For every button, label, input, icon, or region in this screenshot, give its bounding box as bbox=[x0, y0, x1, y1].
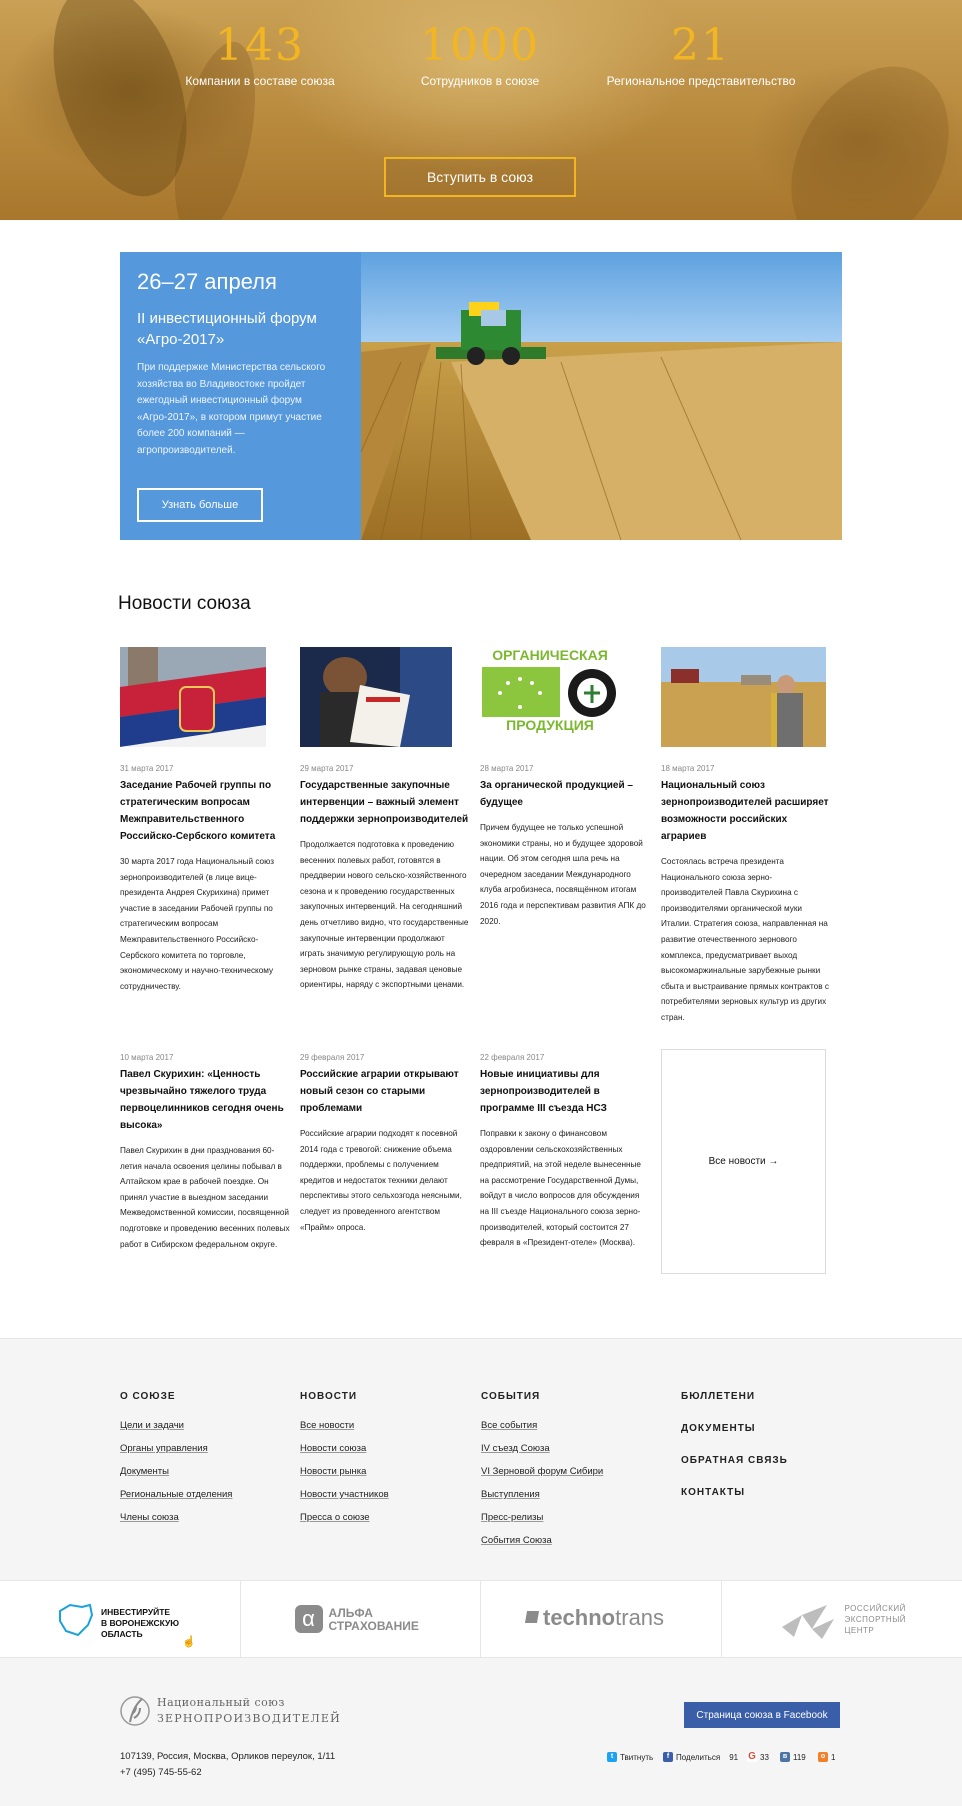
footer-link-bulletins[interactable]: БЮЛЛЕТЕНИ bbox=[681, 1391, 756, 1402]
organic-label: ПРОДУКЦИЯ bbox=[506, 717, 594, 733]
org-name-line1: Национальный союз bbox=[157, 1696, 285, 1709]
stat-companies bbox=[160, 22, 360, 88]
news-title[interactable]: Новые инициативы для зернопроизводителей в программе III съезда НСЗ bbox=[480, 1069, 607, 1114]
footer-link[interactable]: Региональные отделения bbox=[120, 1489, 233, 1500]
partner-rec[interactable] bbox=[722, 1581, 962, 1659]
serbia-flag-image bbox=[120, 647, 266, 747]
news-card[interactable] bbox=[120, 1049, 290, 1252]
phone: +7 (495) 745-55-62 bbox=[120, 1767, 202, 1778]
footer-link[interactable]: События Союза bbox=[481, 1535, 552, 1546]
harvester-illustration bbox=[361, 252, 842, 540]
news-card[interactable] bbox=[300, 647, 470, 993]
vk-share-button[interactable] bbox=[780, 1752, 806, 1762]
news-excerpt: Причем будущее не только успешной экономики страны, но и будущее здоровой нации. Об этом сегодня шла речь на очередном заседании Международного клуба агробизнеса, посвящённом итогам 2016 года и перспективам развития АПК до 2020. bbox=[480, 823, 646, 926]
footer-heading: НОВОСТИ bbox=[300, 1391, 358, 1402]
partner-text: ИНВЕСТИРУЙТЕ bbox=[101, 1607, 171, 1617]
footer-heading: СОБЫТИЯ bbox=[481, 1391, 541, 1402]
all-news-link[interactable]: Все новости → bbox=[661, 1049, 826, 1274]
footer-link[interactable]: Пресс-релизы bbox=[481, 1512, 544, 1523]
footer-link[interactable]: Выступления bbox=[481, 1489, 540, 1500]
news-title[interactable]: Государственные закупочные интервенции – важный элемент поддержки зернопроизводителей bbox=[300, 780, 469, 825]
news-date: 31 марта 2017 bbox=[120, 764, 174, 773]
event-description: При поддержке Министерства сельского хозяйства во Владивостоке пройдет ежегодный инвестиционный форум «Агро-2017», в котором примут участие более 200 компаний — агропроизводителей. bbox=[137, 362, 326, 456]
contact-info bbox=[120, 1749, 335, 1781]
news-excerpt: 30 марта 2017 года Национальный союз зернопроизводителей (в лице вице-президента Андрея Скурихина) примет участие в заседании Рабочей группы по стратегическим вопросам Межправительственного Российско-Сербского комитета по торговле, экономическому и научно-техническому сотрудничеству. bbox=[120, 857, 274, 991]
news-title[interactable]: Заседание Рабочей группы по стратегическим вопросам Межправительственного Российско-Сербского комитета bbox=[120, 780, 276, 842]
partner-text: СТРАХОВАНИЕ bbox=[328, 1619, 419, 1633]
partner-text: techno bbox=[543, 1605, 616, 1630]
share-count: 1 bbox=[831, 1752, 836, 1762]
news-date: 29 марта 2017 bbox=[300, 764, 354, 773]
partner-text: ЭКСПОРТНЫЙ bbox=[844, 1615, 907, 1624]
partner-voronezh[interactable] bbox=[0, 1581, 241, 1659]
footer-column-extra bbox=[681, 1391, 788, 1519]
news-excerpt: Поправки к закону о финансовом оздоровлении сельскохозяйственных предприятий, на этой неделе вынесенные на рассмотрение Государственной Думы, войдут в число вопросов для обсуждения на III съезде Национального союза зерно-производителей, который состоится 27 февраля в «Президент-отеле» (Москва). bbox=[480, 1129, 641, 1248]
footer-column-events bbox=[481, 1391, 603, 1558]
footer-link[interactable]: Новости рынка bbox=[300, 1466, 367, 1477]
site-footer bbox=[0, 1658, 962, 1806]
org-name-line2: ЗЕРНОПРОИЗВОДИТЕЛЕЙ bbox=[157, 1712, 341, 1725]
voronezh-map-icon bbox=[56, 1601, 96, 1637]
footer-column-news bbox=[300, 1391, 389, 1535]
news-section-title: Новости союза bbox=[118, 593, 251, 614]
news-title[interactable]: Павел Скурихин: «Ценность чрезвычайно тяжелого труда первоцелинников сегодня очень высока» bbox=[120, 1069, 284, 1131]
footer-link[interactable]: Документы bbox=[120, 1466, 169, 1477]
twitter-share-button[interactable] bbox=[607, 1752, 653, 1762]
odnoklassniki-share-button[interactable] bbox=[818, 1752, 835, 1762]
share-count: 33 bbox=[760, 1752, 769, 1762]
twitter-icon: t bbox=[607, 1752, 617, 1762]
news-date: 18 марта 2017 bbox=[661, 764, 715, 773]
footer-heading: О СОЮЗЕ bbox=[120, 1391, 176, 1402]
news-excerpt: Российские аграрии подходят к посевной 2014 года с тревогой: снижение объема поддержки, проблемы с получением кредитов и недостаток техники делают перспективы этого сельхозгода неясными, следует из проведенного агентством «Прайм» опроса. bbox=[300, 1129, 462, 1232]
share-count: 91 bbox=[729, 1752, 739, 1762]
stat-employees bbox=[380, 22, 580, 88]
stat-label: Региональное представительство bbox=[606, 74, 796, 88]
google-share-button[interactable] bbox=[747, 1752, 769, 1762]
news-title[interactable]: Национальный союз зернопроизводителей расширяет возможности российских аграриев bbox=[661, 780, 829, 842]
partner-text: ОБЛАСТЬ bbox=[101, 1629, 143, 1639]
news-title[interactable]: Российские аграрии открывают новый сезон со старыми проблемами bbox=[300, 1069, 459, 1114]
footer-link[interactable]: VI Зерновой форум Сибири bbox=[481, 1466, 604, 1477]
footer-navigation bbox=[0, 1338, 962, 1580]
vk-icon: в bbox=[780, 1752, 790, 1762]
footer-link[interactable]: Члены союза bbox=[120, 1512, 179, 1523]
stat-value: 21 bbox=[671, 20, 731, 71]
hero-banner bbox=[0, 0, 962, 220]
share-label: Твитнуть bbox=[620, 1752, 654, 1762]
news-excerpt: Павел Скурихин в дни празднования 60-летия начала освоения целины побывал в Алтайском крае в рабочей поездке. Он принял участие в выездном заседании Межведомственной комиссии, посвященной подготовке и проведению весенних полевых работ в Сибирском федеральном округе. bbox=[120, 1146, 290, 1249]
stat-regions bbox=[601, 22, 801, 88]
share-label: Поделиться bbox=[676, 1752, 721, 1762]
google-plus-icon: G bbox=[748, 1751, 756, 1762]
union-logo-icon bbox=[120, 1694, 150, 1728]
technotrans-logo-icon bbox=[525, 1611, 539, 1623]
partner-text: ЦЕНТР bbox=[844, 1626, 875, 1635]
harvester-image bbox=[361, 252, 842, 540]
stat-value: 143 bbox=[215, 20, 305, 71]
farmer-field-image bbox=[661, 647, 826, 747]
news-card[interactable] bbox=[661, 647, 831, 1026]
facebook-page-button[interactable]: Страница союза в Facebook bbox=[684, 1702, 840, 1728]
learn-more-button[interactable]: Узнать больше bbox=[137, 488, 263, 522]
facebook-share-button[interactable] bbox=[663, 1752, 738, 1762]
footer-link[interactable]: Новости союза bbox=[300, 1443, 367, 1454]
footer-link-feedback[interactable]: ОБРАТНАЯ СВЯЗЬ bbox=[681, 1455, 788, 1466]
news-date: 28 марта 2017 bbox=[480, 764, 534, 773]
news-date: 22 февраля 2017 bbox=[480, 1053, 545, 1062]
event-title: II инвестиционный форум «Агро-2017» bbox=[137, 310, 317, 348]
partner-text: В ВОРОНЕЖСКУЮ bbox=[101, 1618, 180, 1628]
partner-alfa[interactable] bbox=[241, 1581, 482, 1659]
footer-column-about bbox=[120, 1391, 232, 1535]
footer-link[interactable]: Органы управления bbox=[120, 1443, 208, 1454]
footer-link-documents[interactable]: ДОКУМЕНТЫ bbox=[681, 1423, 756, 1434]
share-count: 119 bbox=[793, 1752, 806, 1762]
stat-label: Компании в составе союза bbox=[185, 74, 335, 88]
footer-link[interactable]: Все события bbox=[481, 1420, 538, 1431]
news-date: 29 февраля 2017 bbox=[300, 1053, 365, 1062]
organic-product-image bbox=[480, 647, 620, 747]
news-title[interactable]: За органической продукцией – будущее bbox=[480, 780, 633, 808]
event-date: 26–27 апреля bbox=[137, 269, 277, 294]
cursor-hand-icon: ☝ bbox=[182, 1636, 196, 1648]
newspaper-reader-image bbox=[300, 647, 452, 747]
alfa-logo-icon: α bbox=[295, 1605, 323, 1633]
footer-link[interactable]: Все новости bbox=[300, 1420, 355, 1431]
stat-label: Сотрудников в союзе bbox=[420, 74, 540, 88]
partners-strip bbox=[0, 1580, 962, 1658]
footer-link-contacts[interactable]: КОНТАКТЫ bbox=[681, 1487, 746, 1498]
partner-text: РОССИЙСКИЙ bbox=[844, 1604, 906, 1613]
partner-technotrans[interactable] bbox=[481, 1581, 722, 1659]
export-center-logo-icon bbox=[772, 1597, 842, 1641]
address: 107139, Россия, Москва, Орликов переулок, 1/11 bbox=[120, 1751, 336, 1762]
join-union-button[interactable]: Вступить в союз bbox=[384, 157, 576, 197]
news-card[interactable] bbox=[480, 1049, 650, 1251]
footer-link[interactable]: IV съезд Союза bbox=[481, 1443, 550, 1454]
facebook-icon: f bbox=[663, 1752, 673, 1762]
footer-link[interactable]: Цели и задачи bbox=[120, 1420, 184, 1431]
footer-link[interactable]: Пресса о союзе bbox=[300, 1512, 370, 1523]
news-date: 10 марта 2017 bbox=[120, 1053, 174, 1062]
news-card[interactable] bbox=[120, 647, 290, 994]
odnoklassniki-icon: о bbox=[818, 1752, 828, 1762]
stat-value: 1000 bbox=[420, 20, 540, 71]
news-excerpt: Продолжается подготовка к проведению весенних полевых работ, готовятся в преддверии нового сельско-хозяйственного сезона и к проведению государственных закупочных интервенций. На сегодняшний день отчетливо видно, что государственные закупочные интервенции продолжают играть значимую регулирующую роль на зерновом рынке страны, задавая ценовые ориентиры, наряду с экспортными ценами. bbox=[300, 840, 469, 990]
news-excerpt: Состоялась встреча президента Национального союза зерно-производителей Павла Скурихина с производителями органической муки Италии. Стратегия союза, направленная на развитие отечественного зернового комплекса, предусматривает выход высокомаржинальные зарубежные рынки сбыта и выстраивание прямых контрактов с потребителями зерновых культур из других стран. bbox=[661, 857, 829, 1022]
news-card[interactable] bbox=[300, 1049, 470, 1235]
organic-label: ОРГАНИЧЕСКАЯ bbox=[492, 647, 608, 663]
footer-link[interactable]: Новости участников bbox=[300, 1489, 389, 1500]
news-card[interactable] bbox=[480, 647, 650, 929]
event-info-panel bbox=[120, 252, 361, 540]
partner-text: АЛЬФА bbox=[328, 1606, 373, 1620]
partner-text: trans bbox=[615, 1605, 665, 1630]
event-banner bbox=[120, 252, 842, 540]
